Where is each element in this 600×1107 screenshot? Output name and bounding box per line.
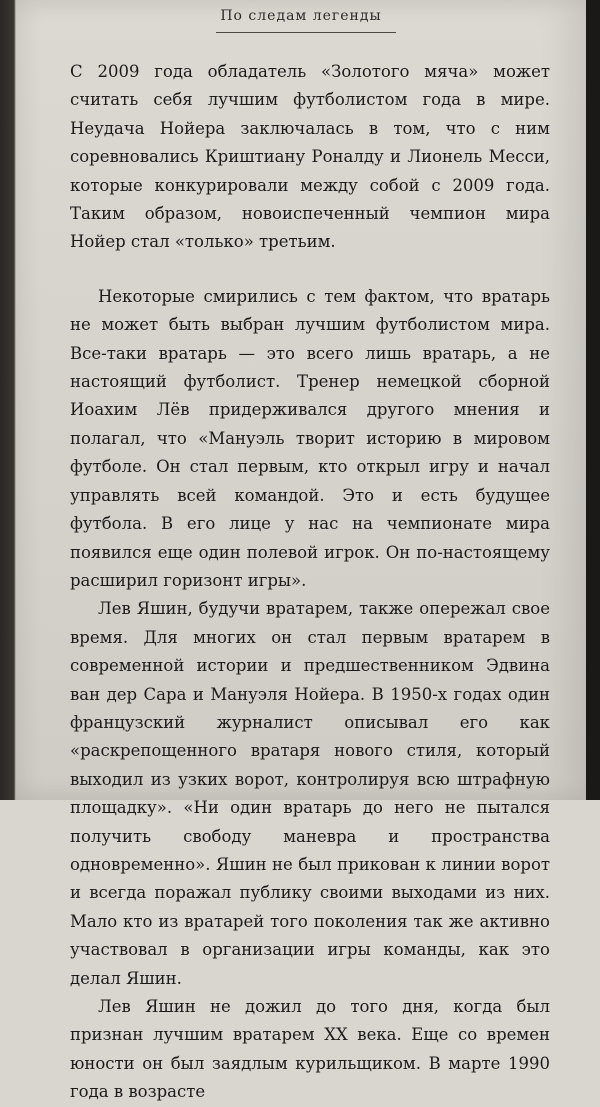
paragraph-gap [70,257,550,283]
book-edge-shadow [586,0,600,800]
paragraph: Лев Яшин не дожил до того дня, когда был признан лучшим вратарем XX века. Еще со времен юности он был заядлым курильщиком. В марте 1990 года в возрасте [70,997,550,1102]
running-header [16,8,586,24]
header-rule [216,32,396,33]
book-page [16,0,586,1102]
paragraph: Некоторые смирились с тем фактом, что вратарь не может быть выбран лучшим футболистом мира. Все-таки вратарь — это всего лишь вратарь, а не настоящий футболист. Тренер немецкой сборной Иоахим Лёв придерживался другого мнения и полагал, что «Мануэль творит историю в мировом футболе. Он стал первым, кто открыл игру и начал управлять всей командой. Это и есть будущее футбола. В его лице у нас на чемпионате мира появился еще один полевой игрок. Он по-настоящему расширил горизонт игры». [70,286,550,590]
running-header-title: По следам легенды [220,8,382,24]
body-text [70,58,550,1107]
paragraph: С 2009 года обладатель «Золотого мяча» может считать себя лучшим футболистом года в мире. Неудача Нойера заключалась в том, что с ним соревновались Криштиану Роналду и Лионель Месси, которые конкурировали между собой с 2009 года. Таким образом, новоиспеченный чемпион мира Нойер стал «только» третьим. [70,62,550,252]
paragraph: Лев Яшин, будучи вратарем, также опережал свое время. Для многих он стал первым вратарем в современной истории и предшественником Эдвина ван дер Сара и Мануэля Нойера. В 1950-х годах один французский журналист описывал его как «раскрепощенного вратаря нового стиля, который выходил из узких ворот, контролируя всю штрафную площадку». «Ни один вратарь до него не пытался получить свободу маневра и пространства одновременно». Яшин не был прикован к линии ворот и всегда поражал публику своими выходами из них. Мало кто из вратарей того поколения так же активно участвовал в организации игры команды, как это делал Яшин. [70,599,550,988]
